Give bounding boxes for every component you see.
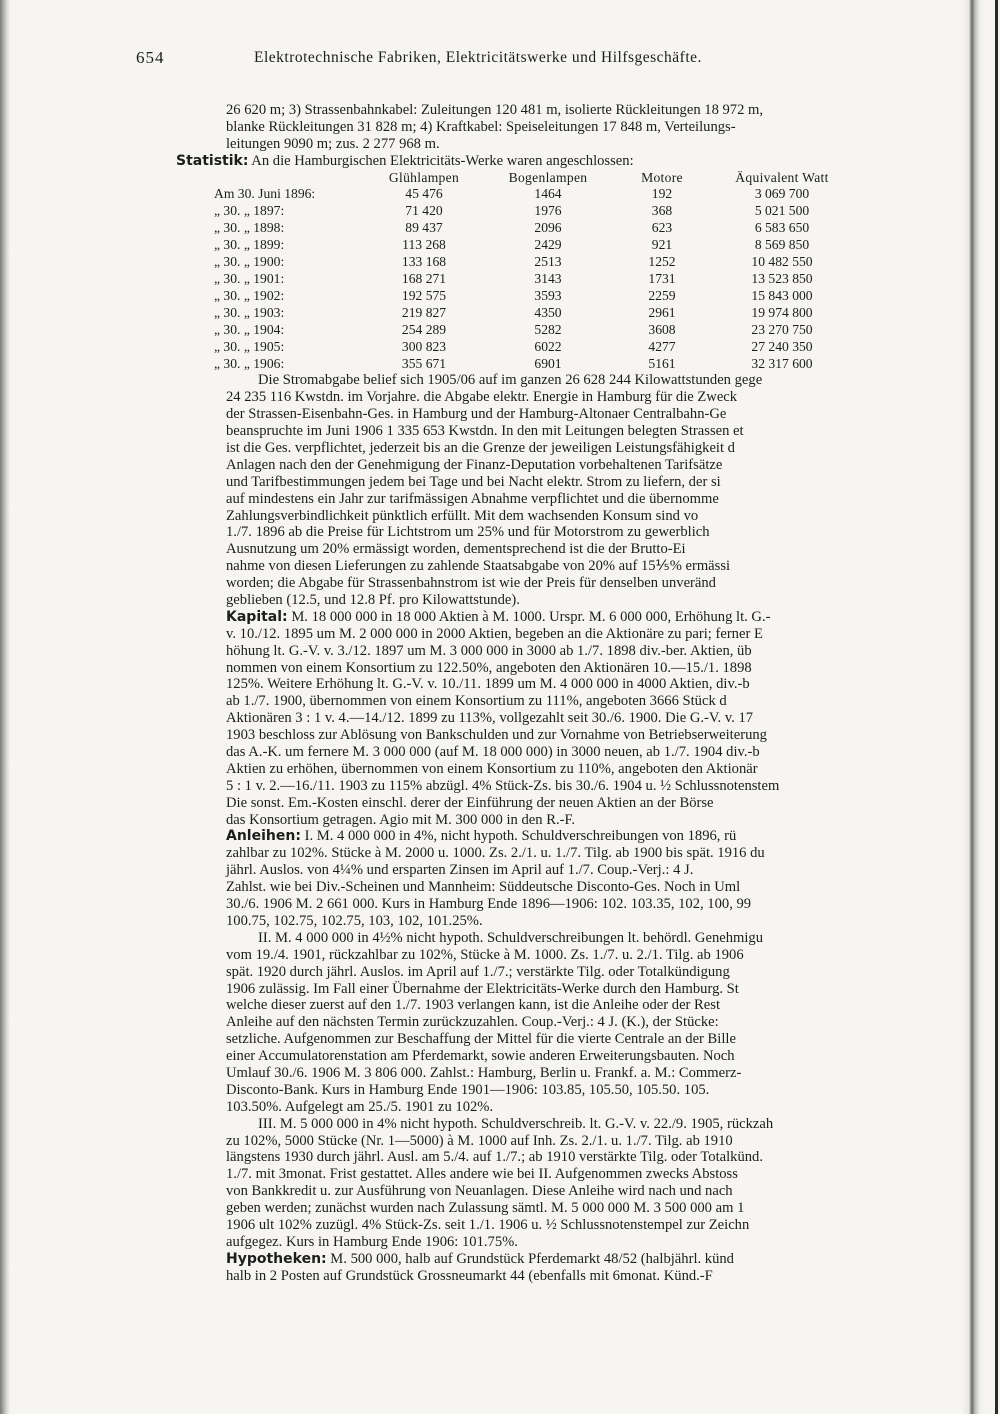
cell-motore: 1731 [648,271,676,286]
text-line: III. M. 5 000 000 in 4% nicht hypoth. Schuldverschreib. lt. G.-V. v. 22./9. 1905, rückzah [258,1115,774,1132]
text-line: leitungen 9090 m; zus. 2 277 968 m. [226,135,440,152]
cell-gluehlampen: 192 575 [401,287,447,303]
text-line: Aktien zu erhöhen, übernommen von einem Konsortium zu 110%, angeboten den Aktionär [226,760,758,777]
anleihen-first-line [176,828,976,845]
text-line: Zahlungsverbindlichkeit pünktlich erfüllt. Mit dem wachsenden Konsum sind vo [226,507,699,524]
text-line: I. M. 4 000 000 in 4%, nicht hypoth. Schuldverschreibungen von 1896, rü [304,828,737,845]
hypotheken-section [176,1251,976,1285]
cell-watt: 32 317 600 [751,355,813,371]
col-header-motore: Motore [641,169,683,185]
cell-watt: 10 482 550 [751,254,813,270]
cell-motore: 192 [651,186,673,202]
statistik-section [176,153,976,373]
text-line: Umlauf 30./6. 1906 M. 3 806 000. Zahlst.: Hamburg, Berlin u. Frankf. a. M.: Commerz- [226,1064,742,1081]
intro-paragraph [176,102,976,153]
cell-watt: 27 240 350 [751,338,813,354]
text-line: worden; die Abgabe für Strassenbahnstrom ist wie der Preis für denselben unveränd [226,575,716,592]
row-label: Am 30. Juni 1896: [214,186,316,202]
cell-bogenlampen: 2429 [534,237,562,253]
cell-gluehlampen: 168 271 [401,271,447,286]
row-label: „ 30. „ 1906: [214,355,285,371]
text-line: geblieben (12.5, und 12.8 Pf. pro Kilowattstunde). [226,592,520,609]
row-label: „ 30. „ 1902: [214,287,285,303]
cell-bogenlampen: 3143 [534,271,562,286]
text-line: beanspruchte im Juni 1906 1 335 653 Kwstdn. In den mit Leitungen belegten Strassen et [226,423,744,440]
table-row [176,203,852,220]
running-head [136,48,896,72]
text-line: setzliche. Aufgenommen zur Beschaffung der Mittel für die vierte Centrale an der Bille [226,1031,736,1048]
text-line: halb in 2 Posten auf Grundstück Grossneumarkt 44 (ebenfalls mit 6monat. Künd.-F [226,1267,713,1284]
cell-gluehlampen: 355 671 [401,355,447,371]
table-row [176,322,852,339]
text-line: der Strassen-Eisenbahn-Ges. in Hamburg und der Hamburg-Altonaer Centralbahn-Ge [226,406,727,423]
text-line: v. 10./12. 1895 um M. 2 000 000 in 2000 Aktien, begeben an die Aktionäre zu pari; ferner E [226,625,763,642]
hypotheken-heading: Hypotheken: [226,1250,327,1267]
cell-watt: 5 021 500 [754,203,810,219]
text-line: und Tarifbestimmungen jedem bei Tage und bei Nacht elektr. Strom zu liefern, der si [226,473,721,490]
cell-gluehlampen: 113 268 [402,237,446,253]
cell-watt: 3 069 700 [754,186,810,202]
running-title: Elektrotechnische Fabriken, Elektricitätswerke und Hilfsgeschäfte. [254,49,702,66]
cell-bogenlampen: 2096 [534,220,562,236]
text-line: höhung lt. G.-V. v. 3./12. 1897 um M. 3 000 000 in 3000 ab 1./7. 1898 div.-ber. Aktien, üb [226,642,752,659]
scan-left-edge [0,0,10,1414]
cell-motore: 1252 [648,254,676,270]
kapital-heading: Kapital: [226,608,288,625]
statistik-header-row [176,170,852,187]
text-line: 1903 beschloss zur Ablösung von Bankschulden und zur Vornahme von Betriebserweiterung [226,727,767,744]
table-row [176,356,852,373]
row-label: „ 30. „ 1901: [214,271,285,286]
cell-gluehlampen: 219 827 [401,304,447,320]
table-row [176,254,852,271]
text-line: II. M. 4 000 000 in 4½% nicht hypoth. Schuldverschreibungen lt. behördl. Genehmigu [258,929,764,946]
text-line: Die Stromabgabe belief sich 1905/06 auf im ganzen 26 628 244 Kilowattstunden gege [258,372,763,389]
text-line: jährl. Auslos. von 4¼% und ersparten Zinsen im April auf 1./7. Coup.-Verj.: 4 J. [226,862,694,879]
cell-gluehlampen: 45 476 [405,186,443,202]
cell-watt: 8 569 850 [754,237,810,253]
kapital-section [176,609,976,829]
row-label: „ 30. „ 1903: [214,304,285,320]
page-number: 654 [136,48,165,67]
cell-gluehlampen: 254 289 [401,321,447,337]
text-line: nommen von einem Konsortium zu 122.50%, angeboten den Aktionären 10.—15./1. 1898 [226,659,752,676]
cell-motore: 2961 [648,304,676,320]
text-line: 1./7. 1896 ab die Preise für Lichtstrom um 25% und für Motorstrom zu gewerblich [226,524,710,541]
cell-motore: 4277 [648,338,676,354]
text-line: M. 18 000 000 in 18 000 Aktien à M. 1000. Urspr. M. 6 000 000, Erhöhung lt. G.- [291,608,771,625]
cell-bogenlampen: 3593 [534,287,562,303]
cell-watt: 15 843 000 [751,287,813,303]
table-row [176,186,852,203]
row-label: „ 30. „ 1905: [214,338,285,354]
text-line: 1906 zulässig. Im Fall einer Übernahme der Elektricitäts-Werke durch den Hamburg. St [226,980,739,997]
statistik-line [176,153,976,170]
text-line: 30./6. 1906 M. 2 661 000. Kurs in Hamburg Ende 1896—1906: 102. 103.35, 102, 100, 99 [226,896,752,913]
table-row [176,271,852,288]
cell-motore: 921 [651,237,673,253]
text-line: Aktionären 3 : 1 v. 4.—14./12. 1899 zu 113%, vollgezahlt seit 30./6. 1900. Die G.-V. v. 17 [226,710,754,727]
scan-right-border [995,0,998,1414]
text-line: 24 235 116 Kwstdn. im Vorjahre. die Abgabe elektr. Energie in Hamburg für die Zweck [226,389,738,406]
cell-watt: 19 974 800 [751,304,813,320]
text-line: das Konsortium getragen. Agio mit M. 300 000 in den R.-F. [226,811,576,828]
cell-motore: 2259 [648,287,676,303]
text-line: ab 1./7. 1900, übernommen von einem Konsortium zu 111%, angeboten 3666 Stück d [226,693,727,710]
text-line: aufgegez. Kurs in Hamburg Ende 1906: 101.75%. [226,1233,518,1250]
text-line: spät. 1920 durch jährl. Auslos. im April auf 1./7.; verstärkte Tilg. oder Totalkündigung [226,963,730,980]
text-line: längstens 1930 durch jährl. Ausl. am 5./4. auf 1./7.; ab 1910 verstärkte Tilg. oder Totalkünd. [226,1149,763,1166]
text-line: das A.-K. um fernere M. 3 000 000 (auf M. 18 000 000) in 3000 neuen, ab 1./7. 1904 div.-b [226,744,760,761]
hypotheken-first-line [176,1251,976,1268]
text-line: einer Accumulatorenstation am Pferdemarkt, sowie anderen Erweiterungsbauten. Noch [226,1048,735,1065]
text-line: 103.50%. Aufgelegt am 25./5. 1901 zu 102%. [226,1098,494,1115]
page-body [176,102,976,1285]
text-line: Zahlst. wie bei Div.-Scheinen und Mannheim: Süddeutsche Disconto-Ges. Noch in Uml [226,879,741,896]
kapital-first-line [176,609,976,626]
cell-gluehlampen: 89 437 [405,220,443,236]
cell-motore: 368 [651,203,673,219]
row-label: „ 30. „ 1898: [214,220,285,236]
col-header-aequivalent-watt: Äquivalent Watt [735,169,829,185]
table-row [176,305,852,322]
text-line: ist die Ges. verpflichtet, jederzeit bis an die Grenze der jeweiligen Leistungsfähigkeit d [226,440,735,456]
text-line: auf mindestens ein Jahr zur tarifmässigen Abnahme verpflichtet und die übernomme [226,490,719,507]
cell-watt: 23 270 750 [751,321,813,337]
table-row [176,237,852,254]
text-line: welche dieser zuerst auf den 1./7. 1903 verlangen kann, ist die Anleihe oder der Rest [226,997,720,1014]
anleihen-heading: Anleihen: [226,828,301,845]
text-line: Anleihe auf den nächsten Termin zurückzuzahlen. Coup.-Verj.: 4 J. (K.), der Stücke: [226,1014,719,1031]
cell-bogenlampen: 4350 [534,304,562,320]
cell-bogenlampen: 2513 [534,254,562,270]
row-label: „ 30. „ 1900: [214,254,285,270]
row-label: „ 30. „ 1904: [214,321,285,337]
text-line: Disconto-Bank. Kurs in Hamburg Ende 1901—1906: 103.85, 105.50, 105.50. 105. [226,1081,710,1098]
text-line: zahlbar zu 102%. Stücke à M. 2000 u. 1000. Zs. 2./1. u. 1./7. Tilg. ab 1900 bis spät. 1916 du [226,845,765,862]
col-header-bogenlampen: Bogenlampen [508,169,588,185]
cell-watt: 6 583 650 [754,220,810,236]
statistik-table [176,170,852,373]
table-row [176,288,852,305]
table-row [176,339,852,356]
cell-watt: 13 523 850 [751,271,813,286]
cell-bogenlampen: 1976 [534,203,562,219]
statistik-intro: An die Hamburgischen Elektricitäts-Werke waren angeschlossen: [251,152,634,169]
text-line: 26 620 m; 3) Strassenbahnkabel: Zuleitungen 120 481 m, isolierte Rückleitungen 18 972 m, [226,102,764,118]
text-line: 5 : 1 v. 2.—16./11. 1903 zu 115% abzügl. 4% Stück-Zs. bis 30./6. 1904 u. ½ Schlussnotenstem [226,777,780,794]
text-line: Die sonst. Em.-Kosten einschl. derer der Einführung der neuen Aktien an der Börse [226,794,714,811]
text-line: M. 500 000, halb auf Grundstück Pferdemarkt 48/52 (halbjährl. künd [330,1250,734,1267]
cell-bogenlampen: 5282 [534,321,562,337]
cell-gluehlampen: 71 420 [405,203,443,219]
text-line: 125%. Weitere Erhöhung lt. G.-V. v. 10./11. 1899 um M. 4 000 000 in 4000 Aktien, div.-b [226,676,750,693]
text-line: Anlagen nach den der Genehmigung der Finanz-Deputation vorbehaltenen Tarifsätze [226,456,723,473]
stromabgabe-paragraph [176,372,976,608]
text-line: 1906 ult 102% zuzügl. 4% Stück-Zs. seit 1./1. 1906 u. ½ Schlussnotenstempel zur Zeichn [226,1216,750,1233]
text-line: vom 19./4. 1901, rückzahlbar zu 102%, Stücke à M. 1000. Zs. 1./7. u. 2./1. Tilg. ab 1906 [226,946,744,963]
row-label: „ 30. „ 1899: [214,237,285,253]
text-line: nahme von diesen Lieferungen zu zahlende Staatsabgabe von 20% auf 15⅕% ermässi [226,558,731,575]
col-header-gluehlampen: Glühlampen [388,169,460,185]
cell-bogenlampen: 1464 [534,186,562,202]
cell-bogenlampen: 6022 [534,338,562,354]
cell-bogenlampen: 6901 [534,355,562,371]
text-line: von Bankkredit u. zur Ausführung von Neuanlagen. Diese Anleihe wird nach und nach [226,1183,733,1200]
anleihen-section [176,828,976,1250]
cell-motore: 5161 [648,355,676,371]
row-label: „ 30. „ 1897: [214,203,285,219]
statistik-heading: Statistik: [176,152,249,169]
cell-gluehlampen: 300 823 [401,338,447,354]
text-line: blanke Rückleitungen 31 828 m; 4) Kraftkabel: Speiseleitungen 17 848 m, Verteilungs- [226,118,736,135]
text-line: 1./7. mit 3monat. Frist gestattet. Alles andere wie bei II. Aufgenommen zwecks Abstoss [226,1166,738,1183]
text-line: Ausnutzung um 20% ermässigt worden, dementsprechend ist die der Brutto-Ei [226,541,686,558]
cell-gluehlampen: 133 168 [401,254,447,270]
cell-motore: 3608 [648,321,676,337]
cell-motore: 623 [651,220,673,236]
text-line: zu 102%, 5000 Stücke (Nr. 1—5000) à M. 1000 auf Inh. Zs. 2./1. u. 1./7. Tilg. ab 1910 [226,1132,733,1149]
text-line: 100.75, 102.75, 102.75, 103, 102, 101.25%. [226,912,483,929]
table-row [176,220,852,237]
text-line: geben werden; zunächst wurden nach Zulassung sämtl. M. 5 000 000 M. 3 500 000 am 1 [226,1200,745,1217]
